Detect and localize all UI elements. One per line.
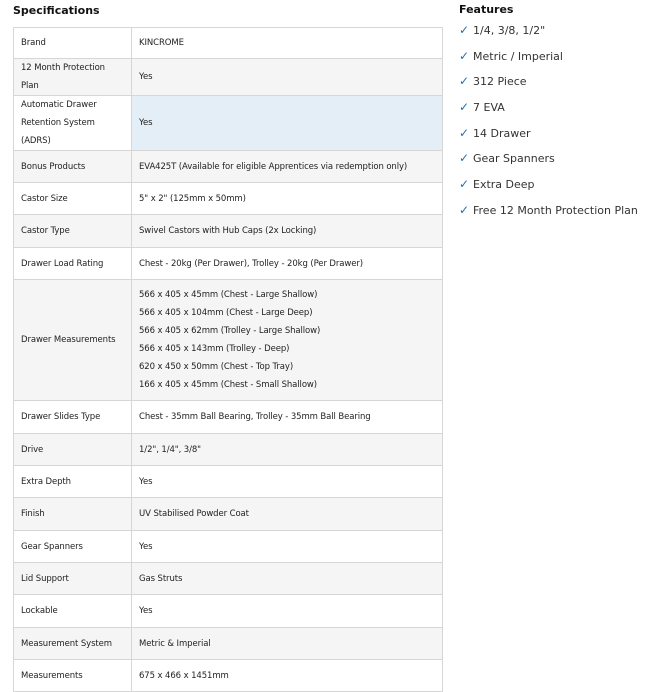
spec-value <box>132 563 443 595</box>
feature-item <box>459 174 664 200</box>
spec-value <box>132 28 443 59</box>
spec-label: Castor Size <box>14 183 132 215</box>
spec-label: Measurements <box>14 660 132 692</box>
spec-value-line: Swivel Castors with Hub Caps (2x Locking) <box>139 226 317 236</box>
feature-label: Metric / Imperial <box>473 49 563 63</box>
spec-value-line: 566 x 405 x 104mm (Chest - Large Deep) <box>139 308 313 318</box>
spec-value-line: Yes <box>139 118 153 128</box>
spec-label: Automatic Drawer Retention System (ADRS) <box>14 96 132 151</box>
checkmark-icon: ✓ <box>459 177 470 192</box>
spec-value-line: Chest - 20kg (Per Drawer), Trolley - 20kg (Per Drawer) <box>139 258 363 269</box>
table-row <box>14 183 443 215</box>
spec-label: Drive <box>14 434 132 466</box>
table-row <box>14 660 443 692</box>
spec-label: Lid Support <box>14 563 132 595</box>
checkmark-icon: ✓ <box>459 23 470 37</box>
table-row <box>14 96 443 151</box>
spec-value-line: 566 x 405 x 62mm (Trolley - Large Shallow) <box>139 326 321 336</box>
feature-item <box>459 46 664 72</box>
spec-value <box>132 498 443 531</box>
spec-label: Bonus Products <box>14 151 132 183</box>
feature-label: Extra Deep <box>473 178 535 192</box>
feature-item <box>459 97 664 123</box>
checkmark-icon: ✓ <box>459 125 470 140</box>
spec-value-line: UV Stabilised Powder Coat <box>139 509 249 519</box>
table-row <box>14 401 443 434</box>
spec-value-line: Yes <box>139 541 153 552</box>
spec-label: Drawer Measurements <box>14 280 132 401</box>
features-list <box>459 20 664 226</box>
checkmark-icon: ✓ <box>459 151 470 166</box>
spec-value <box>132 531 443 563</box>
table-row <box>14 466 443 498</box>
feature-item <box>459 71 664 97</box>
spec-value-line: Metric & Imperial <box>139 638 211 649</box>
specifications-table <box>13 27 443 692</box>
feature-label: Gear Spanners <box>473 152 555 166</box>
checkmark-icon: ✓ <box>459 202 470 217</box>
spec-label: Drawer Slides Type <box>14 401 132 434</box>
checkmark-icon: ✓ <box>459 74 470 89</box>
table-row <box>14 628 443 660</box>
features-section <box>459 0 664 226</box>
spec-value-line: 620 x 450 x 50mm (Chest - Top Tray) <box>139 362 294 372</box>
spec-value-line: 1/2", 1/4", 3/8" <box>139 444 201 455</box>
table-row <box>14 563 443 595</box>
features-title: Features <box>459 3 514 16</box>
table-row <box>14 531 443 563</box>
spec-label: Drawer Load Rating <box>14 248 132 280</box>
table-row <box>14 595 443 628</box>
table-row <box>14 248 443 280</box>
spec-label: Brand <box>14 28 132 59</box>
spec-label: Extra Depth <box>14 466 132 498</box>
spec-value-line: 5" x 2" (125mm x 50mm) <box>139 193 246 204</box>
spec-label: Measurement System <box>14 628 132 660</box>
spec-value <box>132 280 443 401</box>
feature-label: 7 EVA <box>473 101 505 115</box>
spec-value <box>132 401 443 434</box>
spec-label: Lockable <box>14 595 132 628</box>
spec-value-line: Gas Struts <box>139 573 183 584</box>
feature-label: 312 Piece <box>473 75 527 89</box>
spec-value-line: 675 x 466 x 1451mm <box>139 670 229 681</box>
table-row <box>14 215 443 248</box>
spec-value-line: Yes <box>139 606 153 616</box>
spec-value <box>132 434 443 466</box>
spec-label: Finish <box>14 498 132 531</box>
table-row <box>14 59 443 96</box>
spec-value-line: Yes <box>139 476 153 487</box>
checkmark-icon: ✓ <box>459 100 470 115</box>
spec-value-line: 566 x 405 x 143mm (Trolley - Deep) <box>139 344 290 354</box>
feature-label: 1/4, 3/8, 1/2" <box>473 24 546 37</box>
spec-value <box>132 183 443 215</box>
spec-value <box>132 59 443 96</box>
feature-item <box>459 123 664 149</box>
specifications-section <box>13 0 443 692</box>
specifications-title: Specifications <box>13 4 100 17</box>
spec-value-line: Chest - 35mm Ball Bearing, Trolley - 35mm Ball Bearing <box>139 412 371 422</box>
feature-label: 14 Drawer <box>473 126 531 140</box>
spec-label: Castor Type <box>14 215 132 248</box>
spec-value <box>132 466 443 498</box>
feature-item <box>459 20 664 46</box>
spec-value-line: 566 x 405 x 45mm (Chest - Large Shallow) <box>139 290 318 300</box>
spec-value-line: EVA425T (Available for eligible Apprentices via redemption only) <box>139 161 408 172</box>
table-row <box>14 498 443 531</box>
spec-value-line: 166 x 405 x 45mm (Chest - Small Shallow) <box>139 380 317 390</box>
spec-value <box>132 215 443 248</box>
table-row <box>14 151 443 183</box>
spec-value <box>132 96 443 151</box>
spec-label: Gear Spanners <box>14 531 132 563</box>
spec-value-line: KINCROME <box>139 38 184 48</box>
spec-value <box>132 248 443 280</box>
feature-label: Free 12 Month Protection Plan <box>473 203 638 217</box>
table-row <box>14 280 443 401</box>
table-row <box>14 28 443 59</box>
spec-label: 12 Month Protection Plan <box>14 59 132 96</box>
feature-item <box>459 148 664 174</box>
spec-value <box>132 595 443 628</box>
spec-value-line: Yes <box>139 72 153 82</box>
spec-value <box>132 628 443 660</box>
table-row <box>14 434 443 466</box>
feature-item <box>459 200 664 226</box>
checkmark-icon: ✓ <box>459 48 470 63</box>
spec-value <box>132 660 443 692</box>
spec-value <box>132 151 443 183</box>
